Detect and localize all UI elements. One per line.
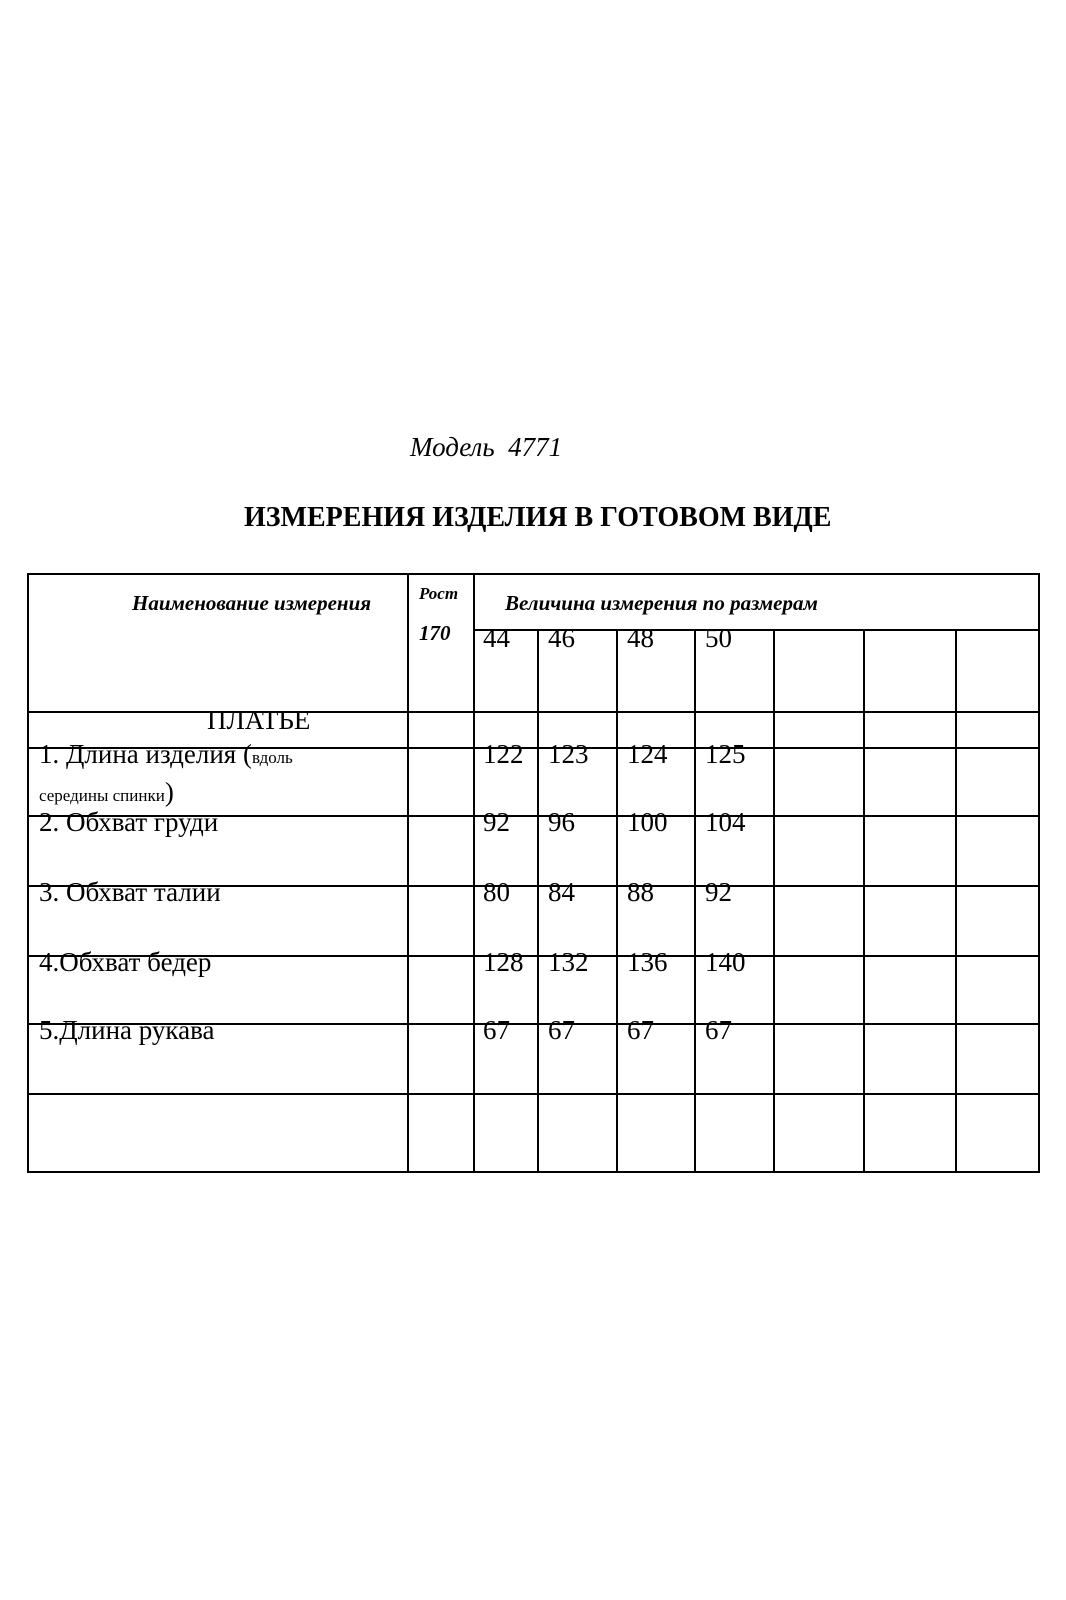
size-50: 50 [705, 623, 732, 653]
section-label: ПЛАТЬЕ [207, 705, 311, 735]
grid-hline [29, 1093, 1038, 1095]
row-4-value-44: 128 [483, 947, 524, 977]
row-4-value-50: 140 [705, 947, 746, 977]
document-heading: ИЗМЕРЕНИЯ ИЗДЕЛИЯ В ГОТОВОМ ВИДЕ [244, 502, 832, 533]
row-3-value-50: 92 [705, 877, 732, 907]
model-label: Модель [410, 432, 495, 462]
row-1-value-44: 122 [483, 739, 524, 769]
row-1-name: 1. Длина изделия (вдоль [39, 739, 293, 769]
row-2-value-46: 96 [548, 807, 575, 837]
row-5-value-44: 67 [483, 1015, 510, 1045]
row-5-value-50: 67 [705, 1015, 732, 1045]
row-1-value-48: 124 [627, 739, 668, 769]
row-1-value-46: 123 [548, 739, 589, 769]
row-2-name: 2. Обхват груди [39, 807, 219, 837]
row-4-value-46: 132 [548, 947, 589, 977]
measurements-table [27, 573, 1040, 1173]
row-3-value-44: 80 [483, 877, 510, 907]
row-5-value-48: 67 [627, 1015, 654, 1045]
size-44: 44 [483, 623, 510, 653]
size-46: 46 [548, 623, 575, 653]
row-1-name-line2: середины спинки) [39, 777, 174, 807]
row-4-value-48: 136 [627, 947, 668, 977]
row-1-value-50: 125 [705, 739, 746, 769]
model-title [410, 432, 562, 463]
header-sizes-label: Величина измерения по размерам [505, 591, 818, 615]
row-2-value-44: 92 [483, 807, 510, 837]
grid-vline [407, 575, 409, 1171]
row-3-value-46: 84 [548, 877, 575, 907]
row-2-value-48: 100 [627, 807, 668, 837]
row-5-name: 5.Длина рукава [39, 1015, 215, 1045]
header-measurement-name: Наименование измерения [132, 591, 372, 615]
row-2-value-50: 104 [705, 807, 746, 837]
model-number: 4771 [508, 432, 563, 462]
row-3-name: 3. Обхват талии [39, 877, 221, 907]
grid-vline [473, 575, 475, 1171]
size-48: 48 [627, 623, 654, 653]
header-height-label: Рост [419, 584, 459, 603]
grid-hline [29, 711, 1038, 713]
row-3-value-48: 88 [627, 877, 654, 907]
row-4-name: 4.Обхват бедер [39, 947, 212, 977]
row-5-value-46: 67 [548, 1015, 575, 1045]
header-height-value: 170 [419, 621, 451, 645]
